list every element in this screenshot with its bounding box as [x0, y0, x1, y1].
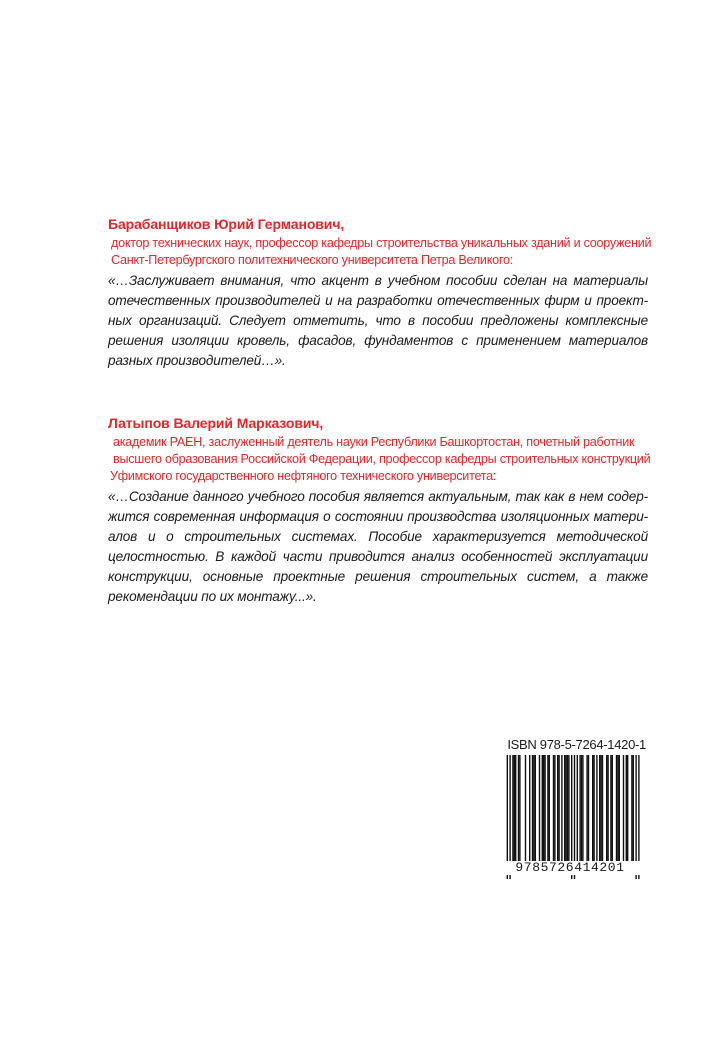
credentials-line: Санкт-Петербургского политехнического университета Петра Великого:: [111, 253, 513, 267]
barcode-bar: [561, 755, 562, 871]
barcode-bar: [606, 755, 607, 871]
barcode-bar: [549, 755, 550, 871]
review-quote: [108, 487, 648, 607]
review-latypov: [108, 413, 651, 607]
credentials-line: высшего образования Российской Федерации, профессор кафедры строительных конструкций: [113, 452, 651, 466]
credentials-line: доктор технических наук, профессор кафедры строительства уникальных зданий и сооружений: [111, 236, 652, 250]
credentials-line: академик РАЕН, заслуженный деятель науки Республики Башкортостан, почетный работник: [113, 435, 635, 449]
barcode-bar: [564, 755, 565, 871]
barcode-bar: [588, 755, 589, 871]
barcode-bar: [535, 755, 536, 871]
barcode-bar: [518, 755, 519, 871]
review-author-name: Латыпов Валерий Марказович,: [108, 415, 324, 431]
barcode-bar: [619, 755, 620, 871]
barcode-bar: [514, 755, 515, 871]
barcode-bar: [581, 755, 582, 871]
barcode-bar: [586, 755, 587, 871]
quote-line: жится современная информация о состоянии производства изоляционных матери-: [108, 509, 648, 524]
barcode-bar: [565, 755, 566, 871]
barcode-bar: [607, 755, 608, 871]
barcode-bar: [599, 755, 600, 871]
barcode-bar: [623, 755, 624, 871]
barcode-bar: [627, 755, 628, 871]
barcode-bar: [529, 755, 530, 871]
review-barabanshchikov: [108, 214, 652, 371]
barcode-bar: [547, 755, 548, 871]
barcode-bar: [568, 755, 569, 871]
quote-line: «…Создание данного учебного пособия является актуальным, так как в нем содер-: [108, 489, 648, 504]
barcode-bar: [543, 755, 544, 871]
barcode-bar: [582, 755, 583, 871]
barcode-bar: [544, 755, 545, 871]
barcode-bar: [554, 755, 555, 871]
barcode-bar: [567, 755, 568, 871]
barcode-bar: [600, 755, 601, 871]
barcode-bar: [553, 755, 554, 871]
barcode-bar: [557, 755, 558, 871]
review-author-credentials: [108, 434, 651, 485]
barcode-bar: [617, 755, 618, 871]
barcode-bar: [602, 755, 603, 871]
credentials-line: Уфимского государственного нефтяного технического университета:: [110, 469, 497, 483]
barcode-bar: [633, 755, 634, 871]
barcode-digits: 9785726414201: [494, 861, 646, 875]
quote-line: решения изоляции кровель, фасадов, фундаментов с применением материалов: [108, 333, 648, 348]
isbn-barcode: [494, 737, 646, 879]
barcode-bar: [519, 755, 520, 871]
barcode-bar: [525, 755, 526, 871]
barcode-bar: [515, 755, 516, 871]
barcode-bar: [532, 755, 533, 871]
barcode-bar: [626, 755, 627, 871]
barcode-bar: [579, 755, 580, 871]
quote-line: алов и о строительных системах. Пособие характеризуется методической: [108, 529, 648, 544]
isbn-label: ISBN 978-5-7264-1420-1: [507, 737, 646, 752]
quote-line: рекомендации по их монтажу...».: [108, 589, 317, 604]
quote-line: «…Заслуживает внимания, что акцент в учебном пособии сделан на материалы: [108, 273, 648, 288]
barcode-bar: [558, 755, 559, 871]
barcode-bar: [616, 755, 617, 871]
quote-line: целостностью. В каждой части приводится анализ особенностей эксплуатации: [108, 549, 648, 564]
barcode-bar: [542, 755, 543, 871]
review-author-credentials: [108, 235, 652, 269]
barcode-bar: [610, 755, 611, 871]
barcode-bar: [593, 755, 594, 871]
barcode-bar: [512, 755, 513, 871]
quote-line: конструкции, основные проектные решения строительных систем, а также: [108, 569, 648, 584]
review-quote: [108, 271, 648, 371]
quote-line: разных производителей…».: [108, 353, 286, 368]
quote-line: отечественных производителей и на разработки отечественных фирм и проект-: [108, 293, 648, 308]
barcode-bar: [592, 755, 593, 871]
barcode-bar: [539, 755, 540, 871]
barcode-bar: [612, 755, 613, 871]
review-author-name: Барабанщиков Юрий Германович,: [108, 216, 345, 232]
barcode-bar: [533, 755, 534, 871]
barcode-bar: [577, 755, 578, 871]
quote-line: ных организаций. Следует отметить, что в пособии предложены комплексные: [108, 313, 648, 328]
barcode-bar: [596, 755, 597, 871]
barcode-bar: [631, 755, 632, 871]
